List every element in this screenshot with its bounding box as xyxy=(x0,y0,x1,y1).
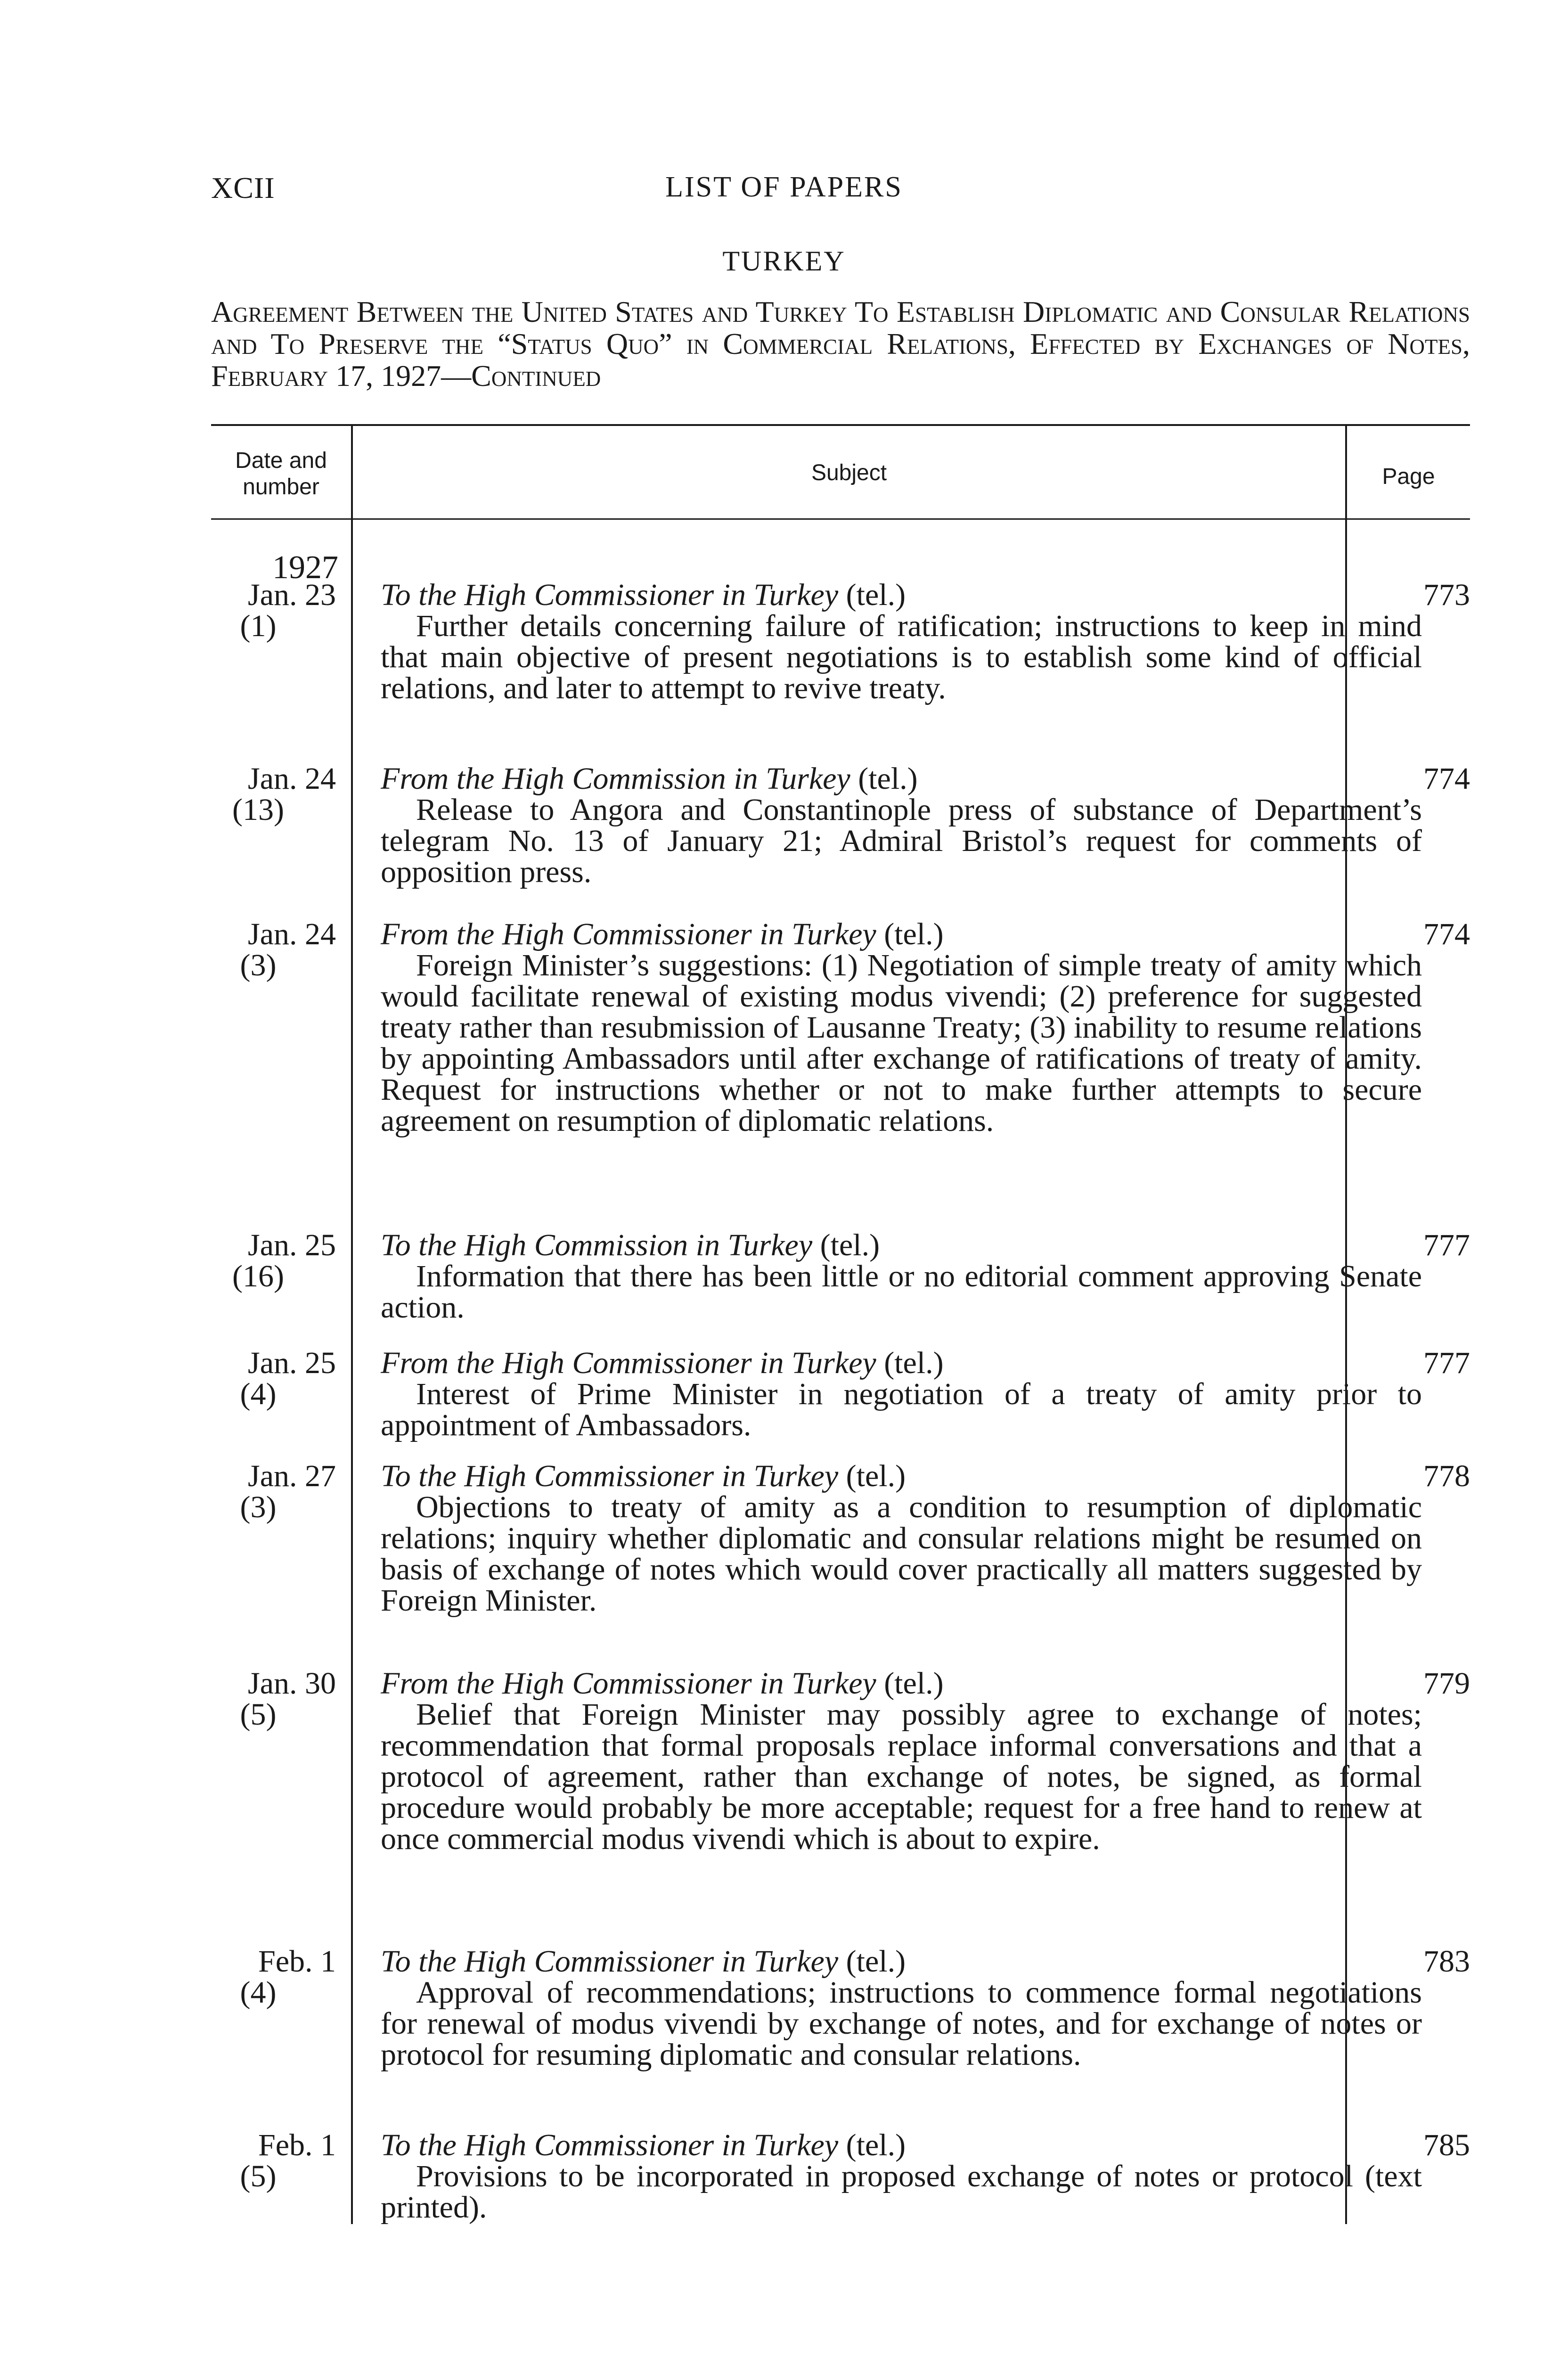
section-subtitle: Agreement Between the United States and Turkey To Establish Diplomatic and Consular Relations and To Preserve the “Status Quo” in Commercial Relations, Effected by Exchanges of Notes, February 17, 1927—Continued xyxy=(211,295,1470,393)
entry-date: Jan. 25 xyxy=(248,1346,336,1380)
entry-body: Approval of recommendations; instructions to commence formal negotiations for renewal of modus vivendi by exchange of notes, and for exchange of notes or protocol for resuming diplomatic and consular relations. xyxy=(381,1975,1422,2072)
entry-body: Release to Angora and Constantinople press of substance of Department’s telegram No. 13 of January 21; Admiral Bristol’s request for comments of opposition press. xyxy=(381,793,1422,889)
entry-date: Feb. 1 xyxy=(258,1944,336,1979)
entry-heading-line xyxy=(381,2130,1422,2161)
entry-date: Jan. 25 xyxy=(248,1228,336,1262)
entry-heading-line xyxy=(381,1230,1422,1261)
entry-subject xyxy=(381,1946,1422,2070)
entry-heading-line xyxy=(381,1348,1422,1379)
entry-number: (1) xyxy=(240,609,277,643)
entry-number: (3) xyxy=(240,948,277,982)
entry-page: 773 xyxy=(1423,578,1470,612)
entry-heading: From the High Commissioner in Turkey xyxy=(381,1346,876,1380)
entry-body: Objections to treaty of amity as a condition to resumption of diplomatic relations; inquiry whether diplomatic and consular relations might be resumed on basis of exchange of notes which would cover practically all matters suggested by Foreign Minister. xyxy=(381,1490,1422,1618)
entry-page: 783 xyxy=(1423,1944,1470,1979)
entry-heading-line xyxy=(381,919,1422,950)
entry-heading-line xyxy=(381,1946,1422,1977)
entry-body: Foreign Minister’s suggestions: (1) Negotiation of simple treaty of amity which would facilitate renewal of existing modus vivendi; (2) preference for suggested treaty rather than resubmission of Lausanne Treaty; (3) inability to resume relations by appointing Ambassadors until after exchange of ratifications of treaty of amity. Request for instructions whether or not to make further attempts to secure agreement on resumption of diplomatic relations. xyxy=(381,948,1422,1138)
entry-number: (16) xyxy=(232,1259,284,1293)
entry-heading: To the High Commissioner in Turkey xyxy=(381,578,839,612)
entry-number: (5) xyxy=(240,2159,277,2193)
header-rule-subject xyxy=(353,518,1345,520)
entry-date: Jan. 24 xyxy=(248,917,336,951)
entry-date: Jan. 23 xyxy=(248,578,336,612)
entry-number: (3) xyxy=(240,1490,277,1524)
entry-tel: (tel.) xyxy=(820,1228,880,1262)
entry-page: 777 xyxy=(1423,1346,1470,1380)
entry-tel: (tel.) xyxy=(884,1346,944,1380)
entry-heading: To the High Commissioner in Turkey xyxy=(381,1459,839,1493)
entry-heading-line xyxy=(381,1461,1422,1492)
entry-subject xyxy=(381,580,1422,704)
entry-body: Belief that Foreign Minister may possibly agree to exchange of notes; recommendation that formal proposals replace informal conversations and that a protocol of agreement, rather than exchange of notes, be signed, as formal procedure would probably be more acceptable; request for a free hand to renew at once commercial modus vivendi which is about to expire. xyxy=(381,1697,1422,1856)
header-page: Page xyxy=(1382,464,1435,489)
entry-heading: From the High Commissioner in Turkey xyxy=(381,1666,876,1701)
entry-page: 778 xyxy=(1423,1459,1470,1493)
header-date-line2: number xyxy=(243,474,319,499)
entry-number: (4) xyxy=(240,1377,277,1411)
entry-number: (5) xyxy=(240,1697,277,1732)
entry-subject xyxy=(381,919,1422,1137)
entry-body: Interest of Prime Minister in negotiation of a treaty of amity prior to appointment of Ambassadors. xyxy=(381,1377,1422,1442)
entry-subject xyxy=(381,1348,1422,1441)
entry-heading: To the High Commissioner in Turkey xyxy=(381,2128,839,2162)
header-subject: Subject xyxy=(811,460,887,485)
header-date-number xyxy=(211,448,351,500)
entry-page: 774 xyxy=(1423,917,1470,951)
entry-tel: (tel.) xyxy=(846,2128,906,2162)
entry-subject xyxy=(381,1230,1422,1323)
entry-date: Jan. 27 xyxy=(248,1459,336,1493)
entry-page: 779 xyxy=(1423,1666,1470,1701)
entry-heading-line xyxy=(381,1668,1422,1699)
entry-tel: (tel.) xyxy=(884,1666,944,1701)
entry-date: Jan. 24 xyxy=(248,761,336,796)
entry-heading-line xyxy=(381,763,1422,794)
running-head: LIST OF PAPERS xyxy=(665,171,903,203)
entry-subject xyxy=(381,1461,1422,1616)
entry-tel: (tel.) xyxy=(846,1944,906,1979)
table-top-rule xyxy=(211,424,1470,426)
entry-subject xyxy=(381,1668,1422,1855)
entry-heading-line xyxy=(381,580,1422,611)
entry-number: (13) xyxy=(232,793,284,827)
entry-subject xyxy=(381,763,1422,888)
entry-body: Provisions to be incorporated in proposed exchange of notes or protocol (text printed). xyxy=(381,2159,1422,2225)
header-rule-page xyxy=(1347,518,1470,520)
entry-tel: (tel.) xyxy=(846,1459,906,1493)
entry-tel: (tel.) xyxy=(846,578,906,612)
page-number: XCII xyxy=(211,171,275,205)
entry-heading: To the High Commissioner in Turkey xyxy=(381,1944,839,1979)
entry-body: Further details concerning failure of ratification; instructions to keep in mind that main objective of present negotiations is to establish some kind of official relations, and later to attempt to revive treaty. xyxy=(381,609,1422,705)
entry-heading: To the High Commission in Turkey xyxy=(381,1228,813,1262)
entry-date: Feb. 1 xyxy=(258,2128,336,2162)
entry-page: 777 xyxy=(1423,1228,1470,1262)
entry-page: 785 xyxy=(1423,2128,1470,2162)
column-divider-date xyxy=(351,424,353,2224)
year-label: 1927 xyxy=(272,549,338,586)
entry-page: 774 xyxy=(1423,761,1470,796)
entry-date: Jan. 30 xyxy=(248,1666,336,1701)
entry-subject xyxy=(381,2130,1422,2223)
section-title: TURKEY xyxy=(722,245,846,277)
entry-number: (4) xyxy=(240,1975,277,2010)
header-date-line1: Date and xyxy=(235,448,327,473)
entry-heading: From the High Commissioner in Turkey xyxy=(381,917,876,951)
entry-heading: From the High Commission in Turkey xyxy=(381,761,850,796)
entry-tel: (tel.) xyxy=(884,917,944,951)
entry-body: Information that there has been little or no editorial comment approving Senate action. xyxy=(381,1259,1422,1325)
header-rule-date xyxy=(211,518,351,520)
entry-tel: (tel.) xyxy=(858,761,918,796)
